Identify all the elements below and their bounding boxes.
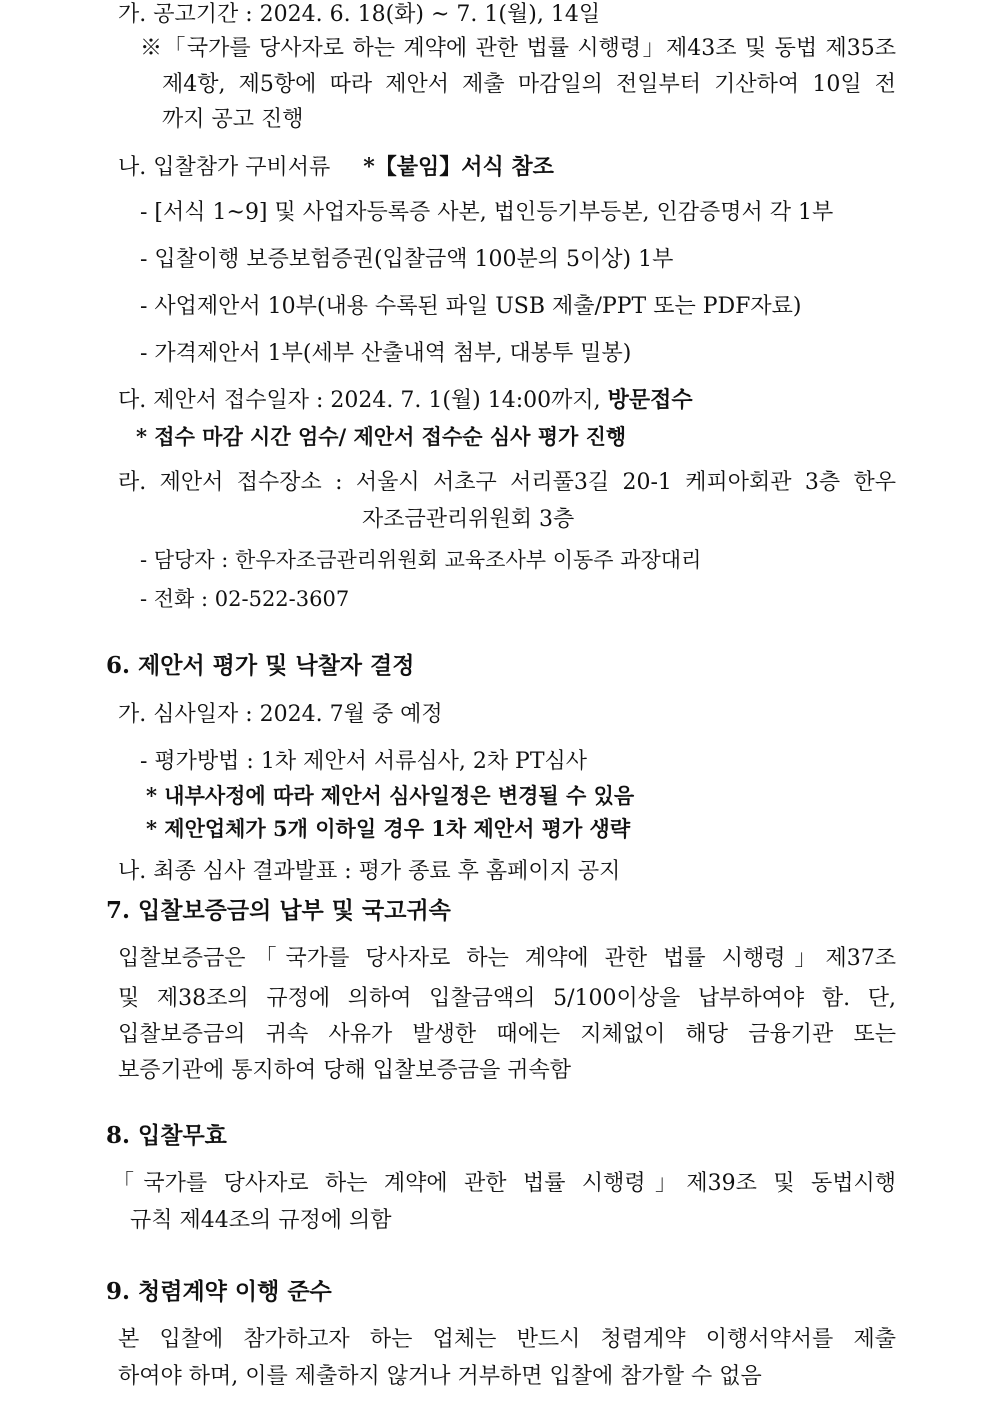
document-item: - 가격제안서 1부(세부 산출내역 첨부, 대봉투 밀봉)	[140, 341, 632, 366]
evaluation-note: * 제안업체가 5개 이하일 경우 1차 제안서 평가 생략	[146, 816, 631, 841]
visit-submission: 방문접수	[607, 387, 693, 413]
contact-person: - 담당자 : 한우자조금관리위원회 교육조사부 이동주 과장대리	[140, 548, 702, 572]
schedule-period: 가. 공고기간 : 2024. 6. 18(화) ~ 7. 1(월), 14일	[118, 2, 601, 27]
submission-place: 라. 제안서 접수장소 : 서울시 서초구 서리풀3길 20-1 케피아회관 3층 한우	[118, 470, 896, 495]
evaluation-note: * 내부사정에 따라 제안서 심사일정은 변경될 수 있음	[146, 783, 635, 808]
result-announcement: 나. 최종 심사 결과발표 : 평가 종료 후 홈페이지 공지	[118, 859, 621, 884]
review-date: 가. 심사일자 : 2024. 7월 중 예정	[118, 702, 443, 727]
submission-place-continued: 자조금관리위원회 3층	[362, 507, 575, 532]
evaluation-method: - 평가방법 : 1차 제안서 서류심사, 2차 PT심사	[140, 749, 588, 774]
section-8-heading: 8. 입찰무효	[106, 1122, 227, 1149]
submission-date-text: 다. 제안서 접수일자 : 2024. 7. 1(월) 14:00까지,	[118, 388, 601, 413]
document-item: - [서식 1~9] 및 사업자등록증 사본, 법인등기부등본, 인감증명서 각 1부	[140, 200, 834, 225]
submission-date	[118, 385, 693, 416]
document-item: - 입찰이행 보증보험증권(입찰금액 100분의 5이상) 1부	[140, 247, 674, 272]
deadline-note: * 접수 마감 시간 엄수/ 제안서 접수순 심사 평가 진행	[136, 424, 627, 449]
appendix-reference: *【붙임】서식 참조	[363, 154, 554, 180]
section-7-heading: 7. 입찰보증금의 납부 및 국고귀속	[106, 897, 451, 924]
paragraph-line: 하여야 하며, 이를 제출하지 않거나 거부하면 입찰에 참가할 수 없음	[118, 1364, 762, 1389]
required-documents-label	[118, 152, 554, 183]
paragraph-line: 입찰보증금은「국가를 당사자로 하는 계약에 관한 법률 시행령」제37조	[118, 946, 896, 971]
section-6-heading: 6. 제안서 평가 및 낙찰자 결정	[106, 652, 415, 679]
document-item: - 사업제안서 10부(내용 수록된 파일 USB 제출/PPT 또는 PDF자료)	[140, 294, 802, 319]
paragraph-line: 입찰보증금의 귀속 사유가 발생한 때에는 지체없이 해당 금융기관 또는	[118, 1022, 896, 1047]
required-documents-text: 나. 입찰참가 구비서류	[118, 155, 331, 180]
paragraph-line: 및 제38조의 규정에 의하여 입찰금액의 5/100이상을 납부하여야 함. 단,	[118, 986, 896, 1011]
contact-phone: - 전화 : 02-522-3607	[140, 587, 350, 611]
paragraph-line: 「국가를 당사자로 하는 계약에 관한 법률 시행령」제39조 및 동법시행	[112, 1171, 896, 1196]
schedule-note-line: ※「국가를 당사자로 하는 계약에 관한 법률 시행령」제43조 및 동법 제35조	[140, 36, 896, 61]
paragraph-line: 규칙 제44조의 규정에 의함	[130, 1208, 392, 1233]
paragraph-line: 보증기관에 통지하여 당해 입찰보증금을 귀속함	[118, 1058, 572, 1083]
paragraph-line: 본 입찰에 참가하고자 하는 업체는 반드시 청렴계약 이행서약서를 제출	[118, 1327, 896, 1352]
schedule-note-line: 까지 공고 진행	[162, 107, 304, 132]
schedule-note-line: 제4항, 제5항에 따라 제안서 제출 마감일의 전일부터 기산하여 10일 전	[162, 72, 896, 97]
section-9-heading: 9. 청렴계약 이행 준수	[106, 1278, 332, 1305]
